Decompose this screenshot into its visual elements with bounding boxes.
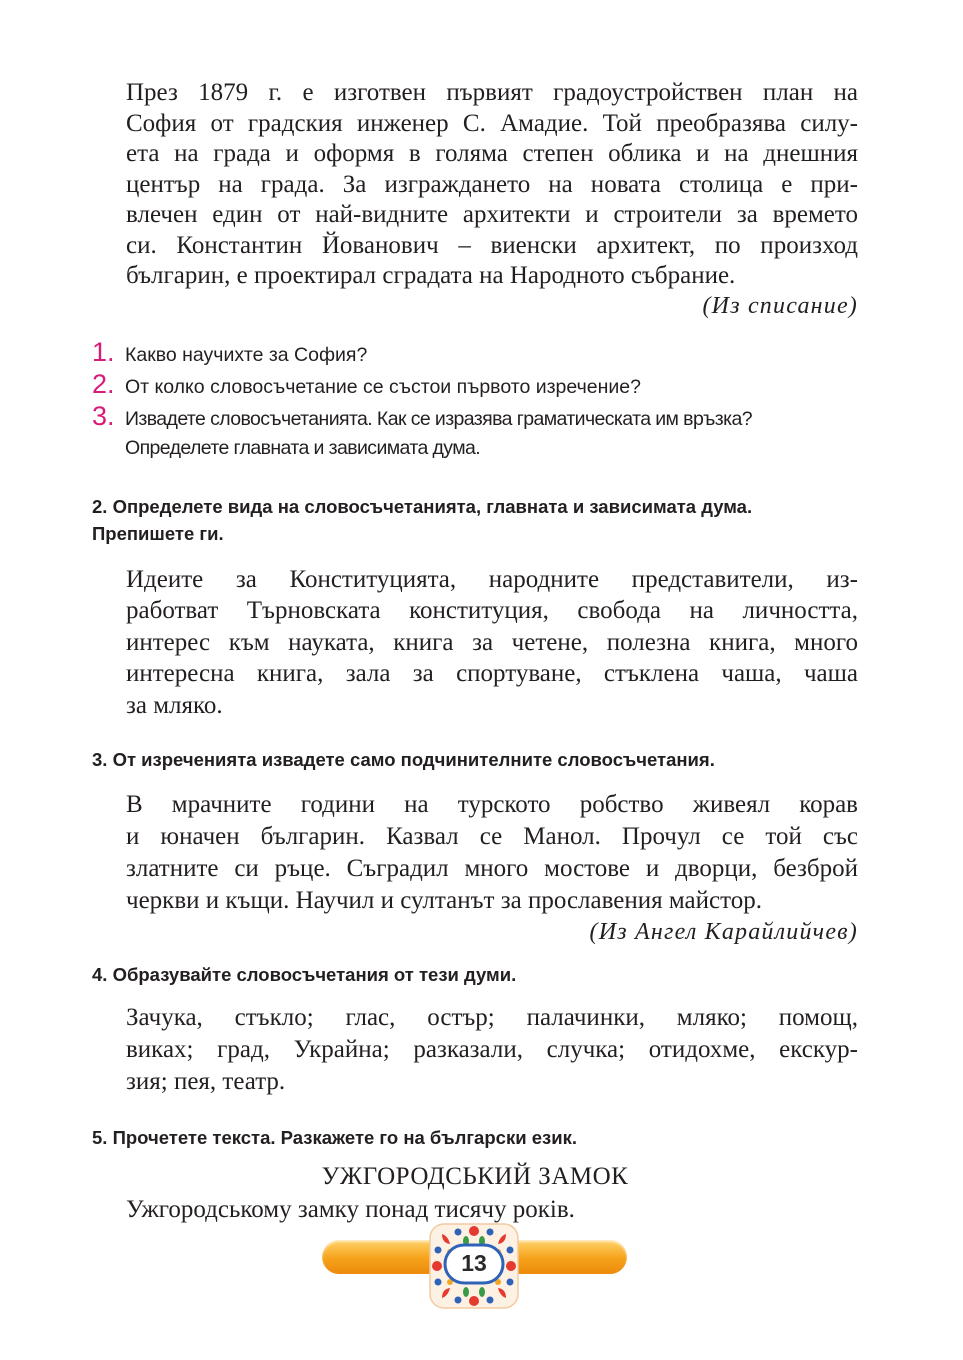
task-2-heading: 2. Определете вида на словосъчетанията, главната и зависимата дума. Препишете ги. xyxy=(92,495,753,544)
page-footer xyxy=(0,1222,963,1322)
task-3-source: (Из Ангел Карайлийчев) xyxy=(589,919,858,945)
intro-source: (Из списание) xyxy=(702,292,858,319)
page-number: 13 xyxy=(461,1250,487,1276)
task-3-paragraph xyxy=(92,789,858,917)
text-line: и юначен българин. Казвал се Манол. Прочул се той със xyxy=(126,823,858,850)
question-text: От колко словосъчетание се състои първото изречение? xyxy=(125,375,641,398)
text-line: златните си ръце. Съградил много мостове и дворци, безброй xyxy=(126,855,858,882)
text-line: В мрачните години на турското робство живеял корав xyxy=(126,791,858,818)
text-line: През 1879 г. е изготвен първият градоустройствен план на xyxy=(126,79,858,106)
task-3-heading: 3. От изреченията извадете само подчинителните словосъчетания. xyxy=(92,749,715,770)
text-line: център на града. За изграждането на новата столица е при- xyxy=(126,170,858,198)
text-line: работват Търновската конституция, свобода на личността, xyxy=(126,597,858,624)
text-line: Зачука, стъкло; глас, остър; палачинки, мляко; помощ, xyxy=(126,1004,858,1031)
text-line: черкви и къщи. Научил и султанът за прославения майстор. xyxy=(126,887,762,914)
question-number: 1. xyxy=(92,336,115,367)
text-line: зия; пея, театр. xyxy=(126,1068,286,1095)
text-line: за мляко. xyxy=(126,691,223,719)
text-line: влечен един от най-видните архитекти и строители за времето xyxy=(126,201,858,228)
text-line: си. Константин Йованович – виенски архитект, по произход xyxy=(126,231,858,259)
text-line: интерес към науката, книга за четене, полезна книга, много xyxy=(126,628,858,656)
text-line: ета на града и оформя в голяма степен облика и на днешния xyxy=(126,140,858,167)
text-line: интересна книга, зала за спортуване, стъклена чаша, чаша xyxy=(126,660,858,687)
task-4-heading: 4. Образувайте словосъчетания от тези думи. xyxy=(92,964,517,985)
question-text: Какво научихте за София? xyxy=(125,343,368,366)
task-4-paragraph xyxy=(92,1002,858,1098)
intro-paragraph xyxy=(92,78,858,292)
question-text: Извадете словосъчетанията. Как се изразява граматическата им връзка? Определете главната и зависимата дума. xyxy=(125,407,752,459)
question-item xyxy=(92,370,858,402)
text-line: българин, е проектирал сградата на Народното събрание. xyxy=(126,262,736,289)
text-line: Идеите за Конституцията, народните представители, из- xyxy=(126,565,858,593)
task-5-heading: 5. Прочетете текста. Разкажете го на български език. xyxy=(92,1127,577,1148)
story-title: УЖГОРОДСЬКИЙ ЗАМОК xyxy=(321,1163,629,1190)
task-2-paragraph xyxy=(92,564,858,722)
text-line: София от градския инженер С. Амадие. Той преобразява силу- xyxy=(126,109,858,137)
question-list xyxy=(92,338,858,463)
question-number: 2. xyxy=(92,368,115,399)
question-number: 3. xyxy=(92,400,115,431)
question-item xyxy=(92,338,858,370)
text-line: виках; град, Украйна; разказали, случка; отидохме, екскур- xyxy=(126,1036,858,1063)
story-line: Ужгородському замку понад тисячу років. xyxy=(126,1196,575,1223)
question-item xyxy=(92,402,858,463)
page-content xyxy=(92,78,858,1226)
